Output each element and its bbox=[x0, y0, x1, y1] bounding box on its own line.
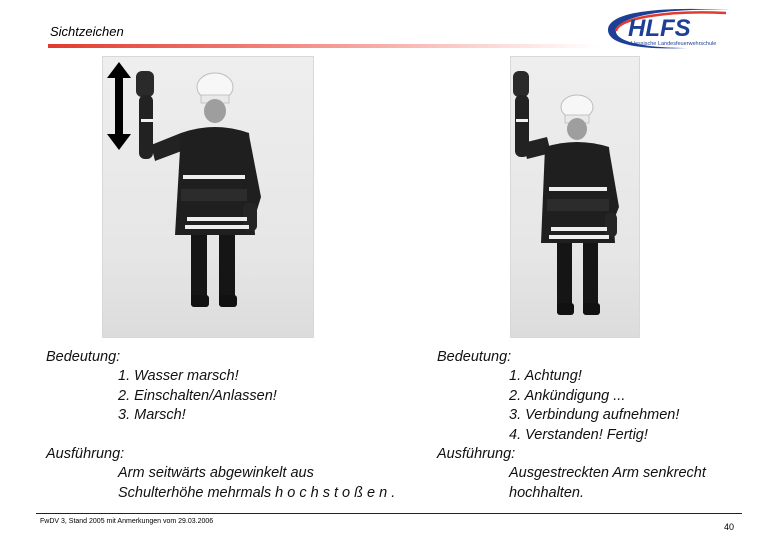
page-number: 40 bbox=[724, 522, 735, 532]
spacer bbox=[46, 426, 395, 445]
firefighter-figure-left bbox=[103, 57, 315, 339]
meaning-label: Bedeutung: bbox=[437, 349, 512, 365]
page-title: Sichtzeichen bbox=[50, 24, 124, 39]
execution-line: hochhalten. bbox=[509, 484, 584, 501]
logo-text: HLFS bbox=[628, 15, 691, 42]
footer-rule bbox=[36, 513, 742, 514]
logo-subtext: Hessische Landesfeuerwehrschule bbox=[631, 41, 717, 47]
meaning-label: Bedeutung: bbox=[46, 349, 121, 365]
execution-line: Arm seitwärts abgewinkelt aus bbox=[118, 465, 314, 482]
execution-line: Schulterhöhe mehrmals h o c h s t o ß e n . bbox=[118, 484, 396, 501]
firefighter-figure-right bbox=[511, 57, 641, 339]
meaning-item: 3. Verbindung aufnehmen! bbox=[509, 407, 680, 424]
meaning-item: 3. Marsch! bbox=[118, 407, 186, 424]
execution-line: Ausgestreckten Arm senkrecht bbox=[509, 465, 706, 482]
header-rule bbox=[48, 44, 600, 48]
execution-label: Ausführung: bbox=[46, 446, 125, 463]
meaning-item: 4. Verstanden! Fertig! bbox=[509, 426, 648, 443]
double-headed-vertical-arrow-icon bbox=[106, 62, 132, 150]
meaning-item: 2. Ankündigung ... bbox=[509, 387, 626, 404]
hlfs-logo bbox=[598, 4, 738, 52]
photo-firefighter-right bbox=[510, 56, 640, 338]
right-description bbox=[437, 348, 706, 503]
meaning-item: 1. Wasser marsch! bbox=[118, 368, 239, 385]
execution-label: Ausführung: bbox=[437, 446, 516, 463]
left-description bbox=[46, 348, 395, 503]
photo-firefighter-left bbox=[102, 56, 314, 338]
footer-source: FwDV 3, Stand 2005 mit Anmerkungen vom 29.03.2006 bbox=[40, 518, 214, 525]
meaning-item: 1. Achtung! bbox=[509, 368, 582, 385]
meaning-item: 2. Einschalten/Anlassen! bbox=[118, 387, 277, 404]
